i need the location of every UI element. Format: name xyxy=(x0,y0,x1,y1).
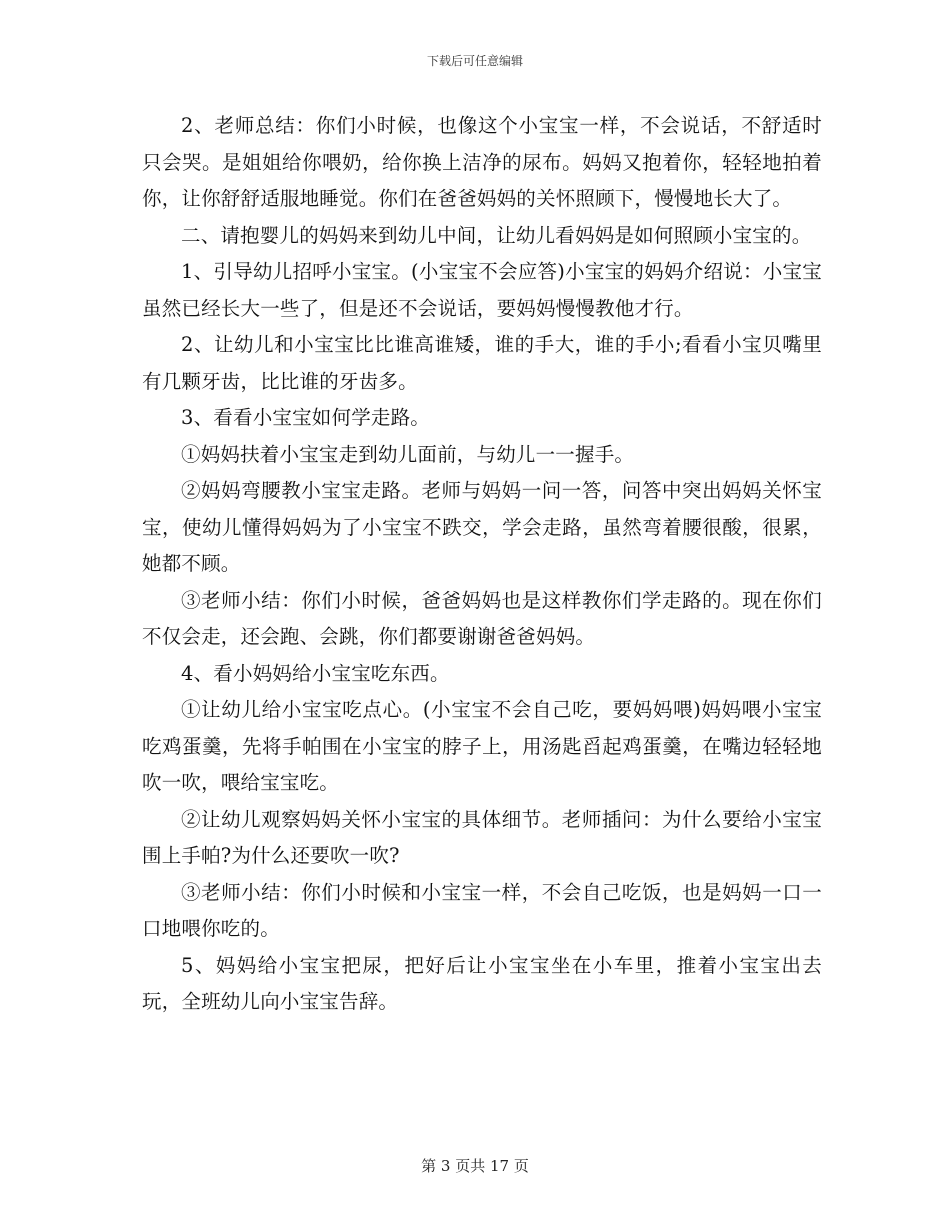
paragraph: 4、看小妈妈给小宝宝吃东西。 xyxy=(181,661,450,685)
paragraph: 2、让幼儿和小宝宝比比谁高谁矮，谁的手大，谁的手小;看看小宝贝嘴里有几颗牙齿，比比谁的牙齿多。 xyxy=(142,333,822,393)
paragraph: 3、看看小宝宝如何学走路。 xyxy=(181,406,431,429)
document-body xyxy=(142,108,822,1021)
paragraph: ②妈妈弯腰教小宝宝走路。老师与妈妈一问一答，问答中突出妈妈关怀宝宝，使幼儿懂得妈妈为了小宝宝不跌交，学会走路，虽然弯着腰很酸，很累，她都不顾。 xyxy=(142,479,822,575)
paragraph: ①让幼儿给小宝宝吃点心。(小宝宝不会自己吃，要妈妈喂)妈妈喂小宝宝吃鸡蛋羹，先将手帕围在小宝宝的脖子上，用汤匙舀起鸡蛋羹，在嘴边轻轻地吹一吹，喂给宝宝吃。 xyxy=(142,698,822,794)
paragraph: 5、妈妈给小宝宝把尿，把好后让小宝宝坐在小车里，推着小宝宝出去玩，全班幼儿向小宝宝告辞。 xyxy=(142,953,822,1013)
paragraph: ③老师小结：你们小时候和小宝宝一样，不会自己吃饭，也是妈妈一口一口地喂你吃的。 xyxy=(142,880,822,940)
paragraph: ②让幼儿观察妈妈关怀小宝宝的具体细节。老师插问：为什么要给小宝宝围上手帕?为什么还要吹一吹? xyxy=(142,807,822,867)
page-footer: 第 3 页共 17 页 xyxy=(421,1157,529,1175)
paragraph: 二、请抱婴儿的妈妈来到幼儿中间，让幼儿看妈妈是如何照顾小宝宝的。 xyxy=(181,223,812,247)
paragraph: ①妈妈扶着小宝宝走到幼儿面前，与幼儿一一握手。 xyxy=(181,442,635,466)
paragraph: 1、引导幼儿招呼小宝宝。(小宝宝不会应答)小宝宝的妈妈介绍说：小宝宝虽然已经长大一些了，但是还不会说话，要妈妈慢慢教他才行。 xyxy=(142,260,822,320)
page-header: 下载后可任意编辑 xyxy=(426,54,523,68)
paragraph: 2、老师总结：你们小时候，也像这个小宝宝一样，不会说话，不舒适时只会哭。是姐姐给你喂奶，给你换上洁净的尿布。妈妈又抱着你，轻轻地拍着你，让你舒舒适服地睡觉。你们在爸爸妈妈的关怀照顾下，慢慢地长大了。 xyxy=(142,114,822,210)
paragraph: ③老师小结：你们小时候，爸爸妈妈也是这样教你们学走路的。现在你们不仅会走，还会跑、会跳，你们都要谢谢爸爸妈妈。 xyxy=(142,588,822,648)
